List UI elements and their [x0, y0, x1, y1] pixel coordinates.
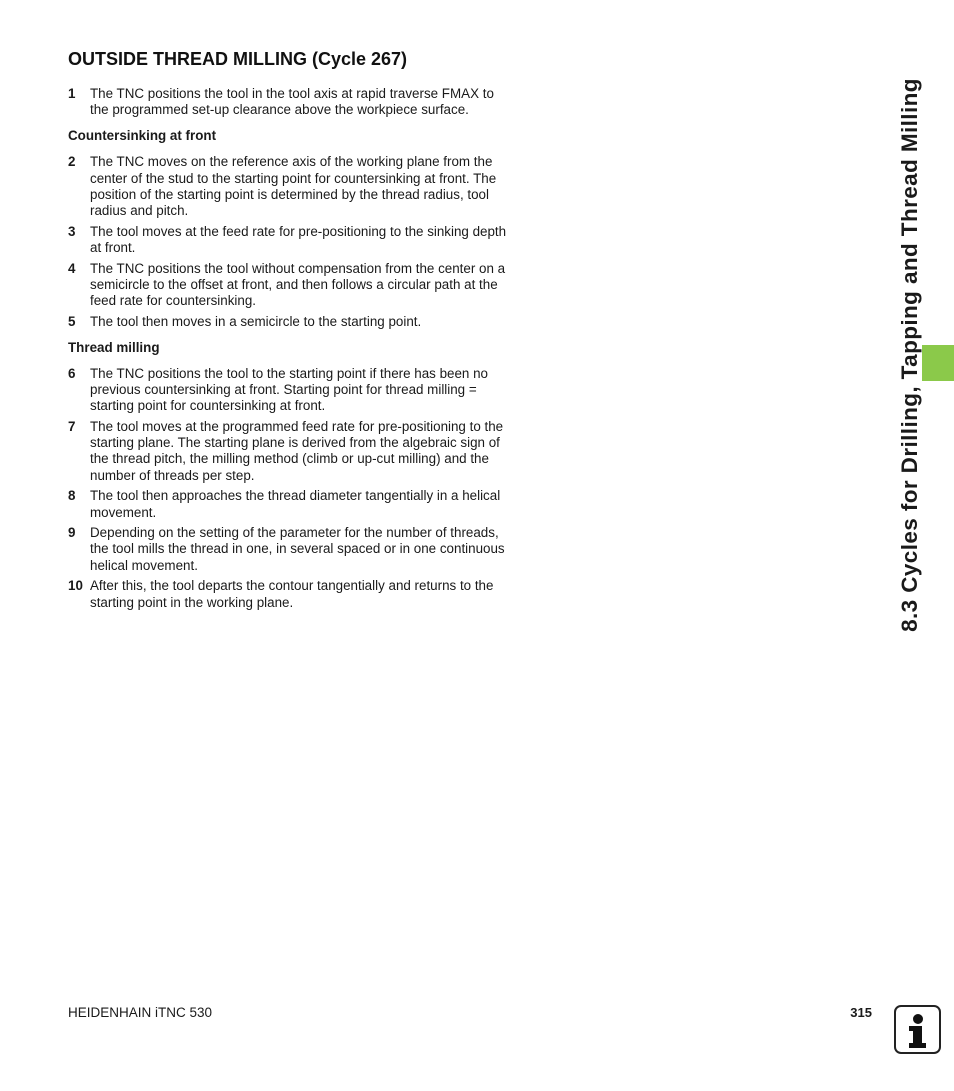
step-text: Depending on the setting of the parameter for the number of threads, the tool mills the thread in one, in several spaced or in one continuous helical movement. [90, 525, 505, 573]
main-content [68, 86, 516, 615]
step-number: 2 [68, 154, 76, 170]
step-text: The TNC moves on the reference axis of the working plane from the center of the stud to the starting point for countersinking at front. The position of the starting point is determined by the thread radius, tool radius and pitch. [90, 154, 497, 219]
step-number: 1 [68, 86, 76, 101]
step-item [68, 86, 516, 118]
step-text: The TNC positions the tool to the starting point if there has been no previous countersinking at front. Starting point for thread milling = starting point for countersinking at front. [90, 365, 488, 414]
step-text: After this, the tool departs the contour tangentially and returns to the starting point in the working plane. [90, 578, 494, 610]
step-number: 5 [68, 313, 76, 329]
step-text: The TNC positions the tool without compensation from the center on a semicircle to the offset at front, and then follows a circular path at the feed rate for countersinking. [90, 260, 506, 309]
step-text: The tool moves at the programmed feed rate for pre-positioning to the starting plane. The starting plane is derived from the algebraic sign of the thread pitch, the milling method (climb or up-cut milling) and the number of threads per step. [90, 419, 504, 483]
page-number: 315 [850, 1005, 872, 1020]
step-item [68, 488, 516, 520]
step-number: 10 [68, 578, 83, 594]
step-item [68, 261, 516, 310]
step-text: The tool then moves in a semicircle to the starting point. [90, 313, 422, 329]
section-heading: Thread milling [68, 339, 160, 355]
step-number: 6 [68, 365, 76, 381]
step-number: 8 [68, 488, 76, 504]
chapter-tab-marker [922, 345, 954, 381]
info-icon [894, 1005, 941, 1054]
step-item [68, 224, 516, 256]
step-number: 9 [68, 525, 76, 541]
step-item [68, 314, 516, 330]
footer-product-name: HEIDENHAIN iTNC 530 [68, 1005, 213, 1020]
step-number: 7 [68, 419, 76, 435]
chapter-side-title: 8.3 Cycles for Drilling, Tapping and Thread Milling [897, 78, 922, 632]
step-item [68, 525, 516, 574]
step-text: The tool then approaches the thread diameter tangentially in a helical movement. [90, 488, 501, 520]
step-item [68, 578, 516, 610]
step-text: The tool moves at the feed rate for pre-positioning to the sinking depth at front. [90, 223, 507, 255]
step-text: The TNC positions the tool in the tool axis at rapid traverse FMAX to the programmed set-up clearance above the workpiece surface. [90, 86, 494, 118]
step-item [68, 154, 516, 219]
step-number: 4 [68, 260, 76, 276]
step-item [68, 419, 516, 484]
info-glyph [896, 1007, 939, 1052]
step-item [68, 366, 516, 415]
section-heading: Countersinking at front [68, 128, 217, 144]
page-title: OUTSIDE THREAD MILLING (Cycle 267) [68, 49, 408, 69]
step-number: 3 [68, 223, 76, 239]
